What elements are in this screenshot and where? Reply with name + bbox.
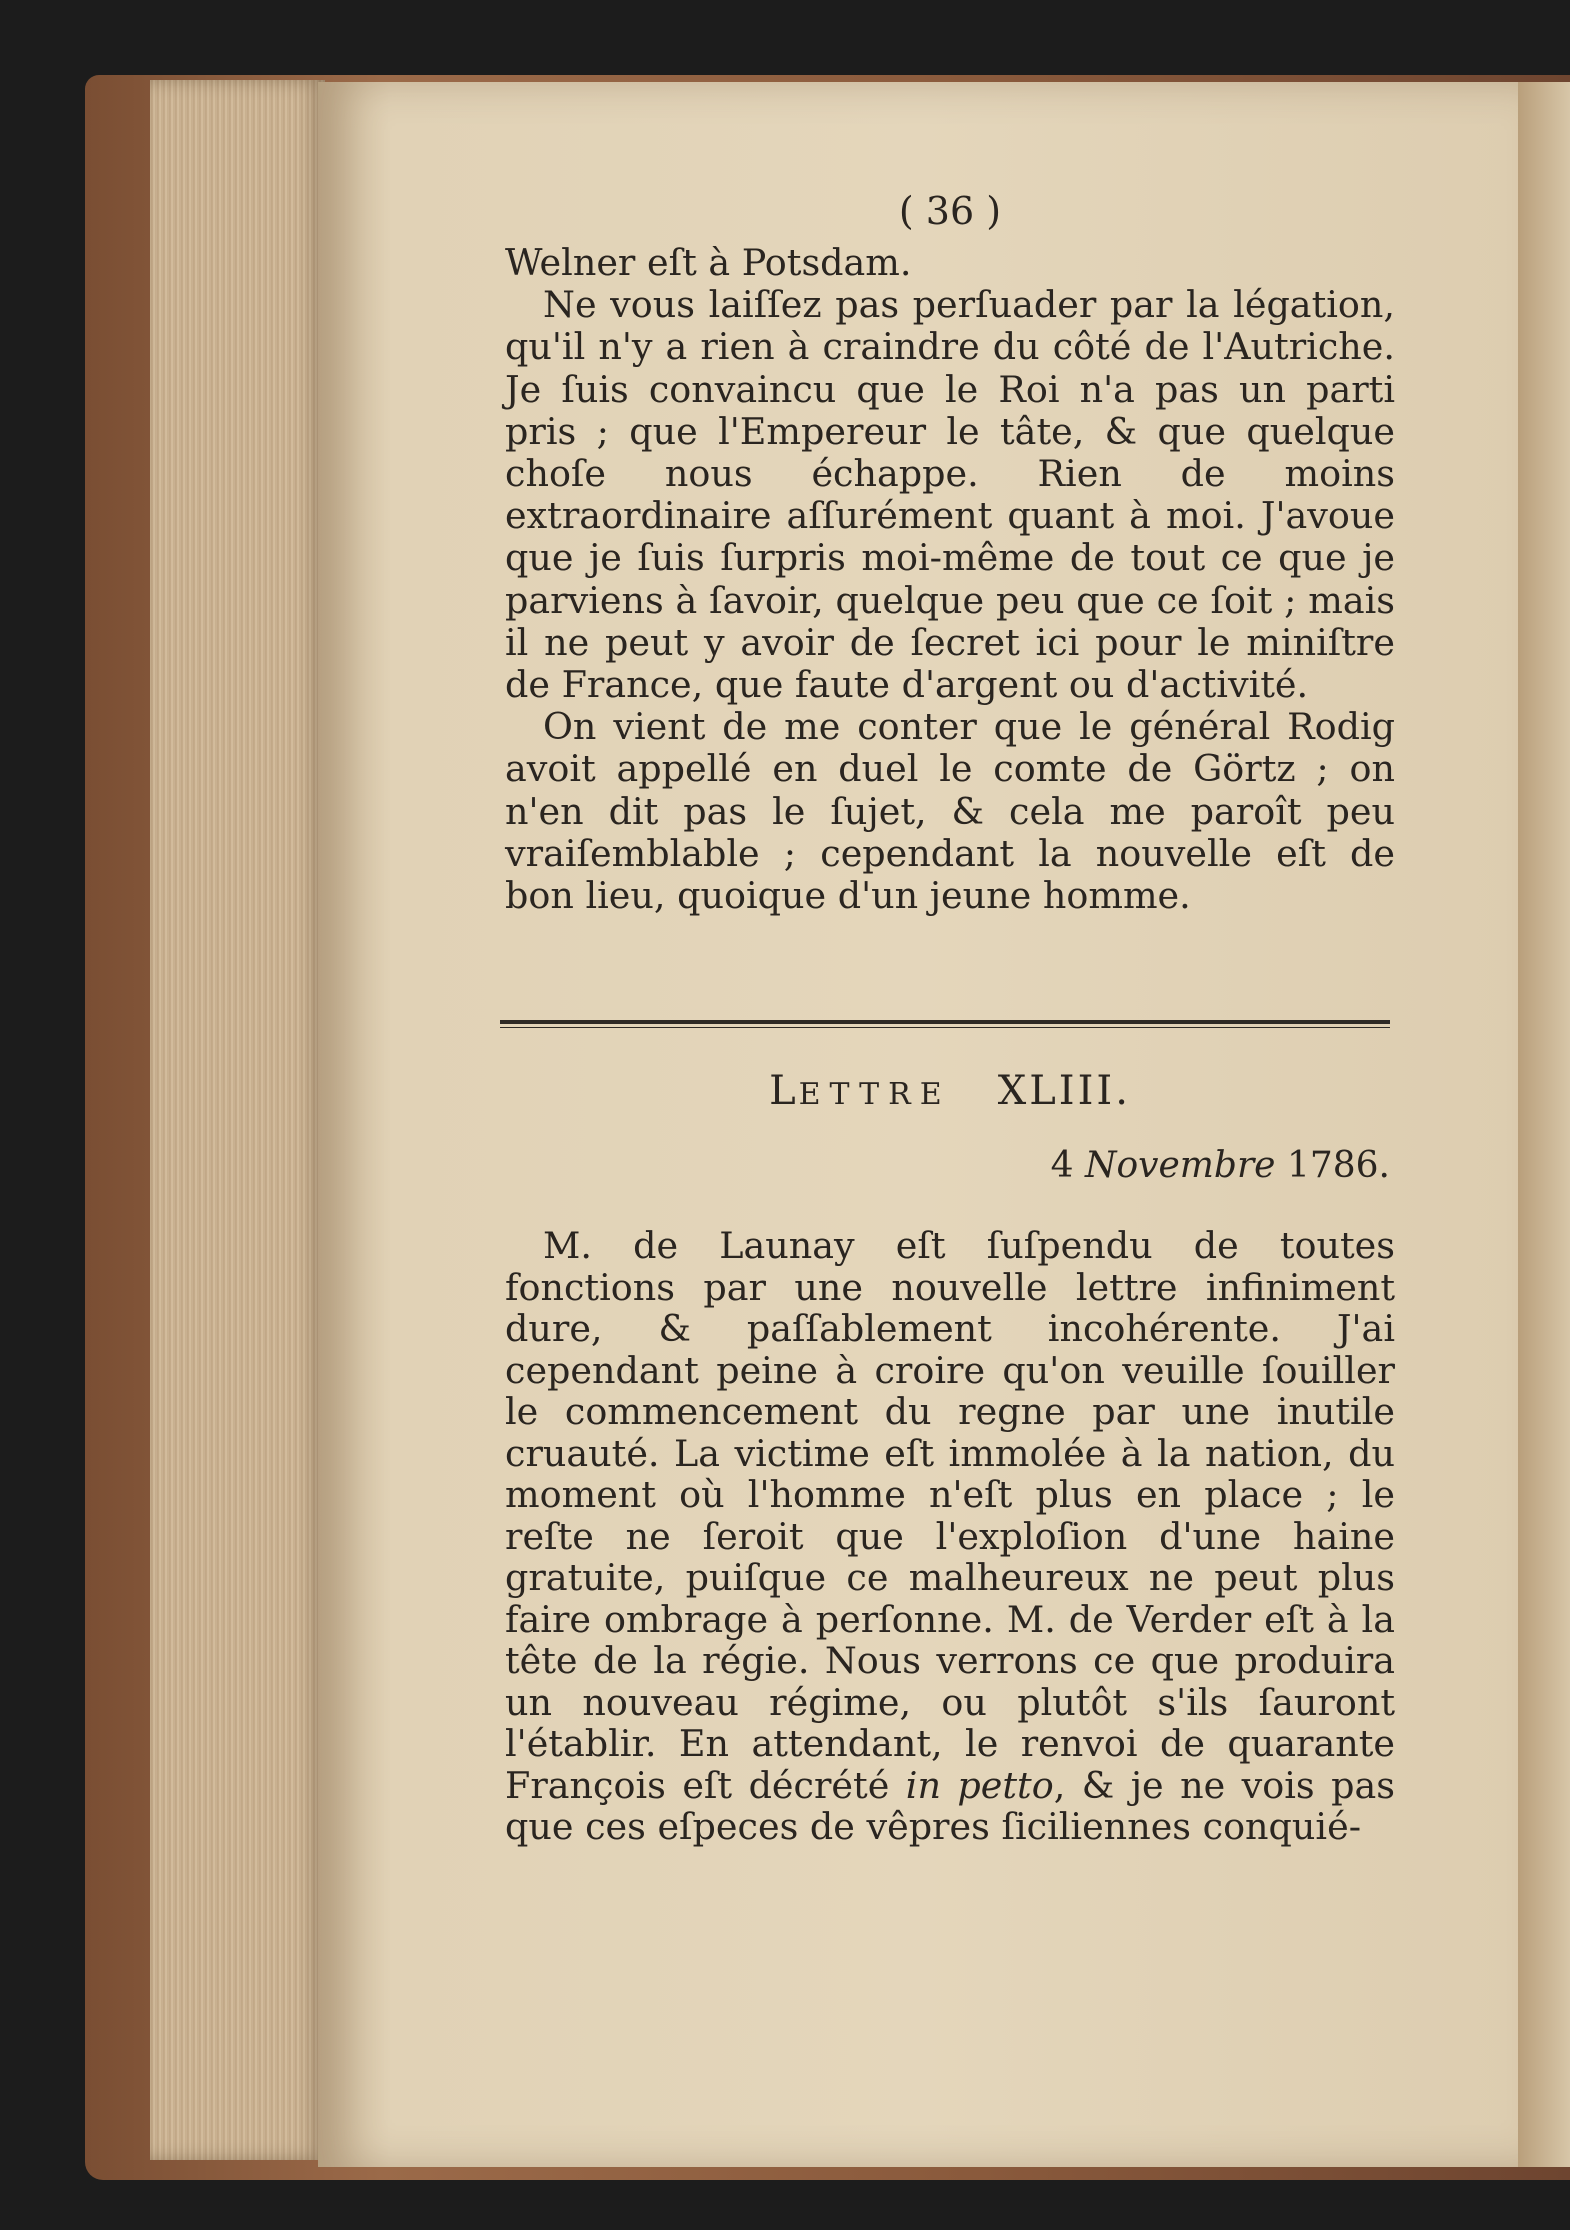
page-number: ( 36 ) (898, 189, 1002, 233)
paragraph-4-part1: M. de Launay eſt ſuſpendu de toutes fonctions par une nouvelle lettre infiniment dure, & paſſablement incohérente. J'ai cependant peine à croire qu'on veuille ſouiller le commencement du regne par une inutile cruauté. La victime eſt immolée à la nation, du moment où l'homme n'eſt plus en place ; le reſte ne ſeroit que l'exploſion d'une haine gratuite, puiſque ce malheureux ne peut plus faire ombrage à perſonne. M. de Verder eſt à la tête de la régie. Nous verrons ce que produira un nouveau régime, ou plutôt s'ils ſauront l'établir. En attendant, le renvoi de quarante François eſt décrété (505, 1224, 1395, 1807)
paragraph-4-part2: , & je ne vois pas que ces eſpeces de vêpres ſiciliennes conquié- (505, 1763, 1395, 1848)
page-text-top (505, 190, 1395, 917)
page-edges (150, 80, 325, 2160)
heading-numeral: XLIII. (997, 1068, 1131, 1114)
page-text-bottom (505, 1225, 1395, 1848)
paragraph-2: Ne vous laiſſez pas perſuader par la légation, qu'il n'y a rien à craindre du côté de l'Autriche. Je ſuis convaincu que le Roi n'a pas un parti pris ; que l'Empereur le tâte, & que quelque choſe nous échappe. Rien de moins extraordinaire aſſurément quant à moi. J'avoue que je ſuis ſurpris moi-même de tout ce que je parviens à ſavoir, quelque peu que ce ſoit ; mais il ne peut y avoir de ſecret ici pour le miniſtre de France, que faute d'argent ou d'activité. (505, 283, 1395, 707)
paragraph-1: Welner eſt à Potsdam. (505, 241, 912, 284)
paragraph-4 (505, 1225, 1395, 1848)
section-rule (500, 1020, 1390, 1028)
letter-date (505, 1145, 1390, 1186)
paragraph-4-italic: in petto (905, 1763, 1054, 1807)
date-day: 4 (1050, 1145, 1074, 1186)
heading-word: ETTRE (798, 1077, 951, 1112)
letter-heading (505, 1068, 1395, 1114)
facing-page-edge (1518, 82, 1570, 2167)
date-month: Novembre (1084, 1145, 1276, 1186)
date-year: 1786. (1286, 1145, 1390, 1186)
paragraph-3: On vient de me conter que le général Rodig avoit appellé en duel le comte de Görtz ; on n'en dit pas le ſujet, & cela me paroît peu vraiſemblable ; cependant la nouvelle eſt de bon lieu, quoique d'un jeune homme. (505, 705, 1395, 918)
heading-initial: L (769, 1068, 799, 1114)
